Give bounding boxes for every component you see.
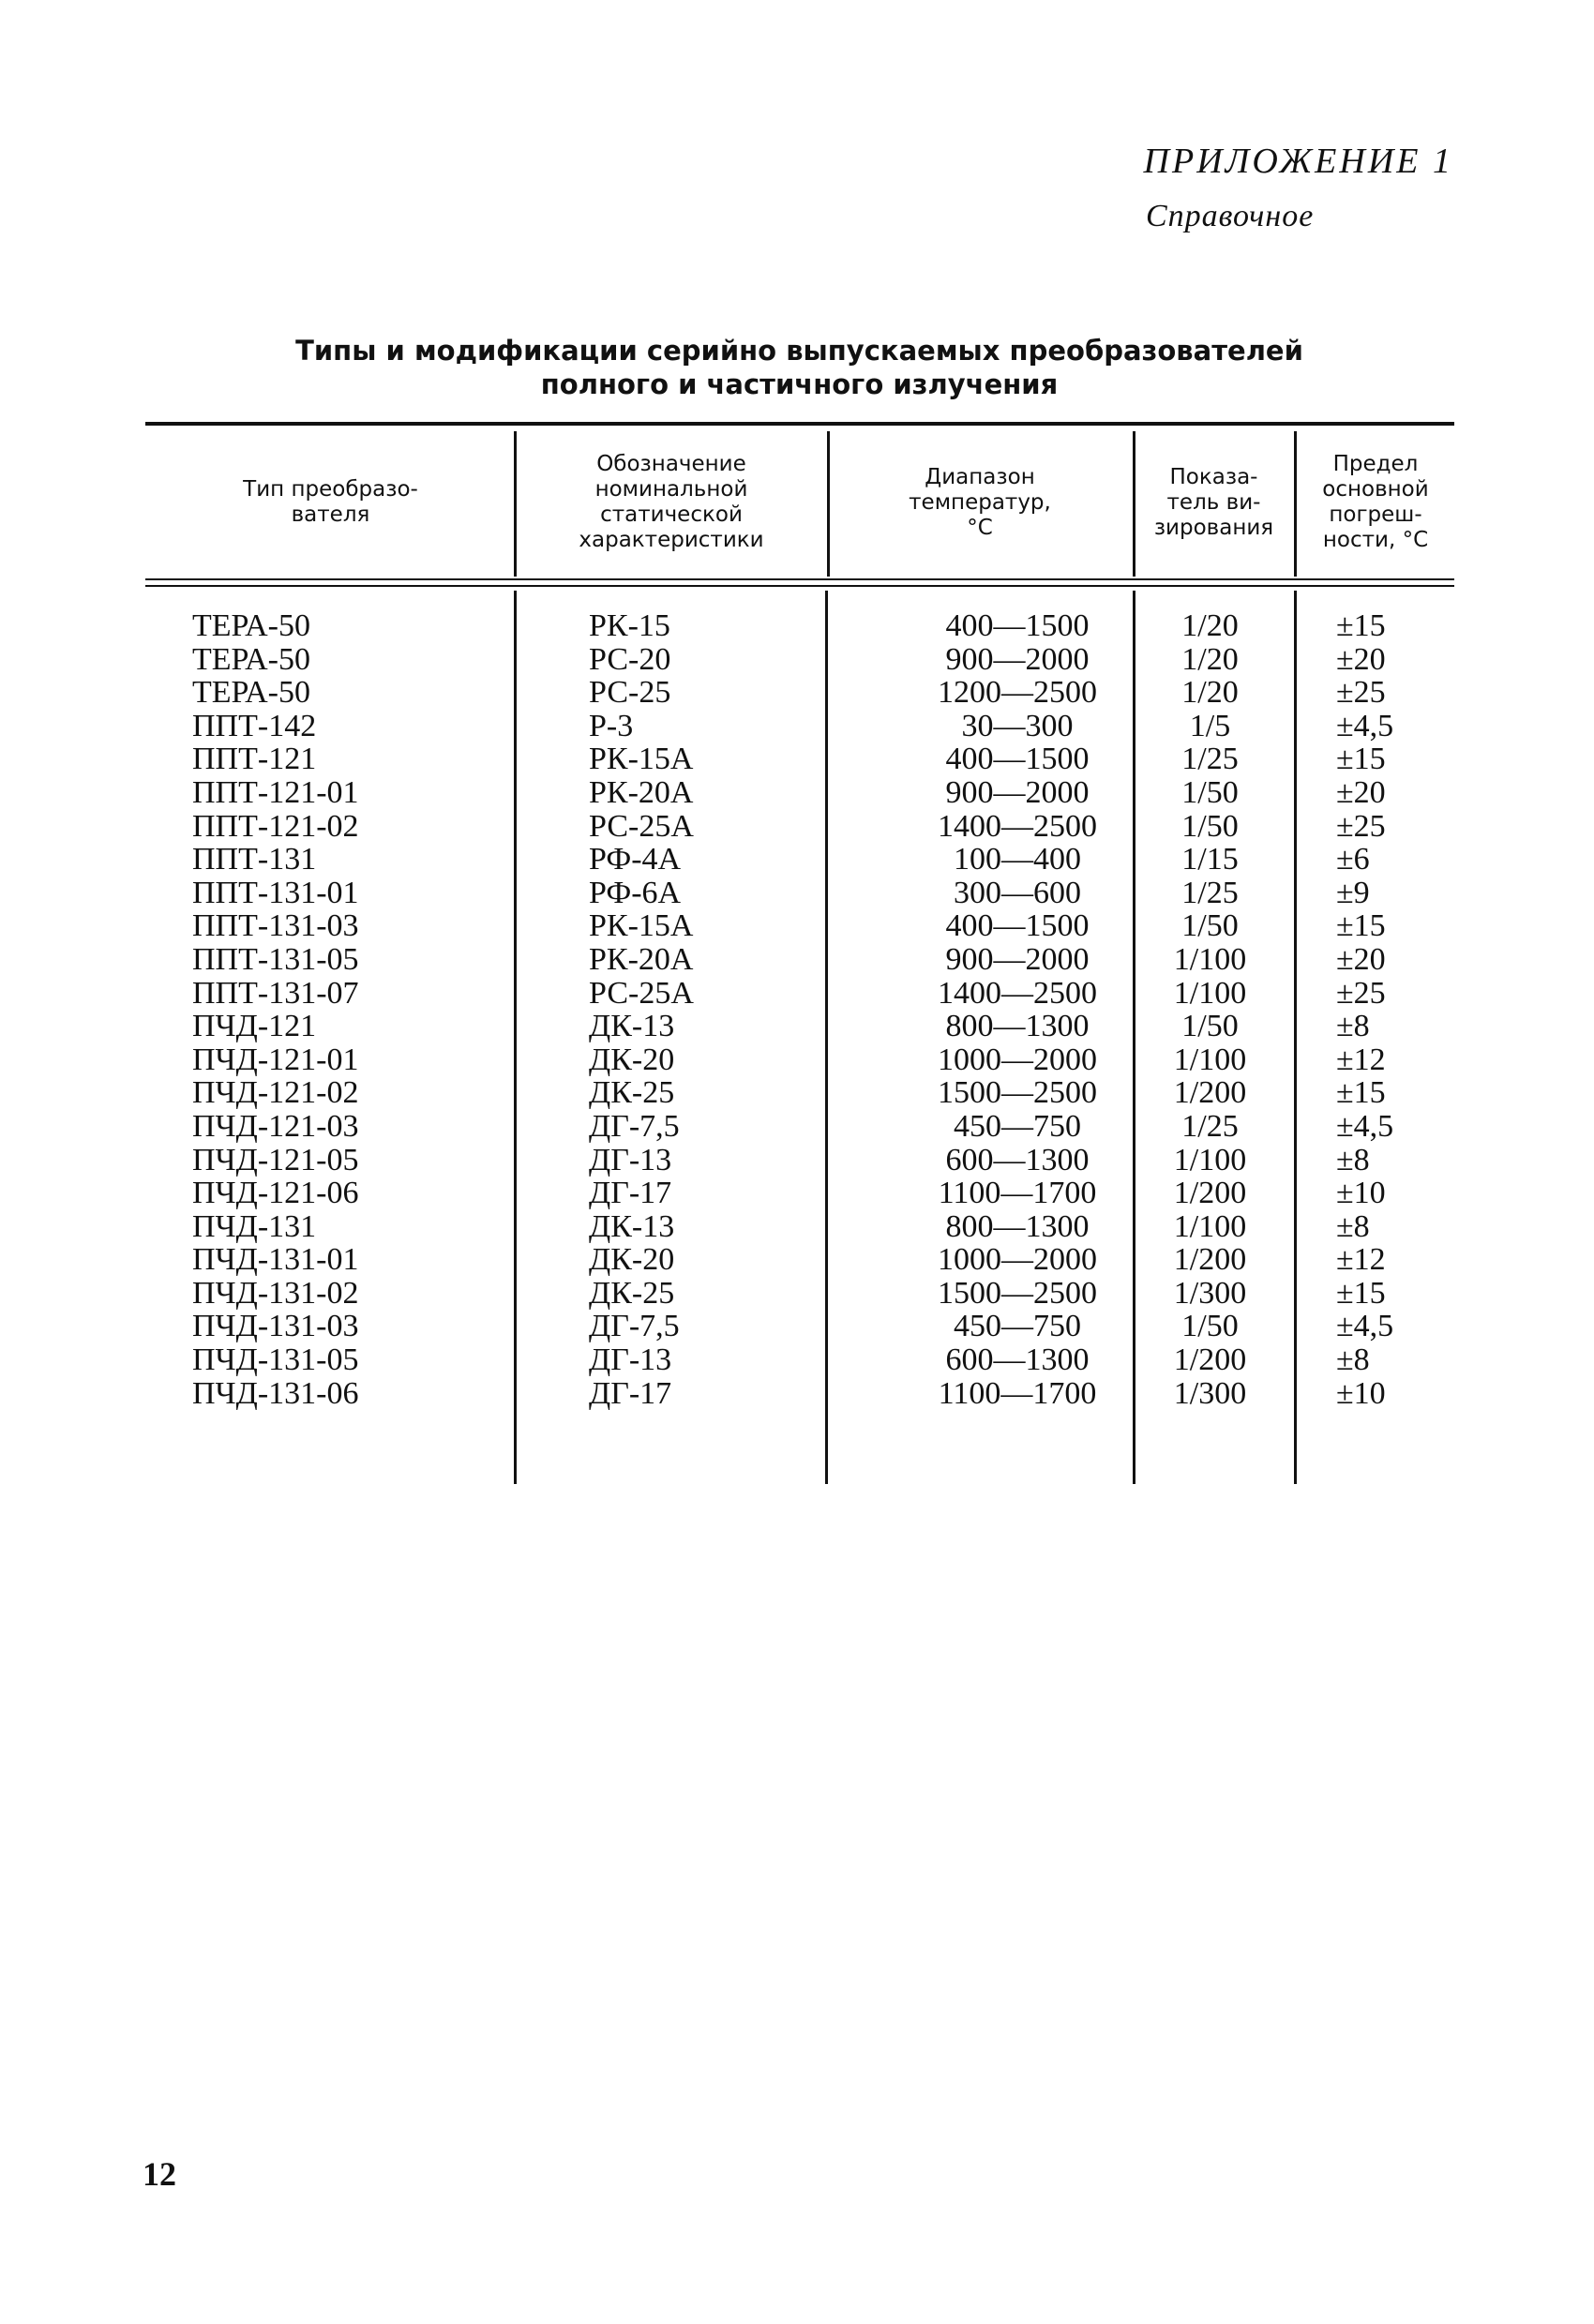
cell-nominal-characteristic: РК-20А [589,941,694,977]
cell-nominal-characteristic: РФ-6А [589,875,682,910]
cell-nominal-characteristic: ДГ-17 [589,1375,672,1411]
cell-converter-type: ППТ-131-07 [192,975,359,1011]
cell-nominal-characteristic: ДК-13 [589,1009,675,1044]
cell-sighting-index: 1/20 [1181,675,1239,711]
cell-sighting-index: 1/300 [1173,1375,1247,1411]
table-row [0,742,1594,776]
appendix-title: ПРИЛОЖЕНИЕ 1 [1143,142,1453,181]
cell-temperature-range: 1400—2500 [938,975,1097,1011]
cell-error-limit: ±15 [1336,608,1386,643]
cell-nominal-characteristic: ДГ-17 [589,1176,672,1211]
cell-converter-type: ПЧД-131-01 [192,1242,359,1278]
cell-sighting-index: 1/50 [1181,908,1239,944]
header-error-limit: Предел основной погреш- ности, °С [1322,452,1429,552]
cell-temperature-range: 300—600 [954,875,1081,910]
table-row [0,1210,1594,1244]
table-row [0,1243,1594,1277]
cell-nominal-characteristic: ДГ-13 [589,1342,672,1378]
cell-temperature-range: 1000—2000 [938,1042,1097,1077]
table-caption [145,334,1453,401]
table-row [0,1310,1594,1343]
cell-sighting-index: 1/15 [1181,842,1239,877]
cell-error-limit: ±4,5 [1336,1309,1394,1344]
cell-temperature-range: 900—2000 [945,641,1090,677]
cell-nominal-characteristic: ДК-25 [589,1275,675,1311]
cell-sighting-index: 1/200 [1173,1342,1247,1378]
cell-sighting-index: 1/200 [1173,1242,1247,1278]
cell-error-limit: ±9 [1336,875,1370,910]
cell-error-limit: ±15 [1336,1075,1386,1111]
table-row [0,943,1594,977]
cell-converter-type: ПЧД-121-06 [192,1176,359,1211]
cell-sighting-index: 1/100 [1173,1142,1247,1177]
table-row [0,1277,1594,1311]
page-number: 12 [143,2155,176,2193]
cell-temperature-range: 800—1300 [945,1009,1090,1044]
cell-converter-type: ППТ-131 [192,842,317,877]
cell-converter-type: ППТ-142 [192,708,317,743]
cell-nominal-characteristic: ДГ-7,5 [589,1309,680,1344]
cell-error-limit: ±8 [1336,1342,1370,1378]
cell-sighting-index: 1/50 [1181,1009,1239,1044]
cell-converter-type: ТЕРА-50 [192,608,310,643]
cell-temperature-range: 450—750 [954,1309,1081,1344]
cell-temperature-range: 1100—1700 [938,1375,1097,1411]
appendix-subtitle: Справочное [1146,199,1315,233]
cell-temperature-range: 600—1300 [945,1142,1090,1177]
cell-error-limit: ±4,5 [1336,708,1394,743]
table-row [0,676,1594,710]
cell-nominal-characteristic: ДК-20 [589,1042,675,1077]
cell-error-limit: ±15 [1336,908,1386,944]
cell-temperature-range: 400—1500 [945,608,1090,643]
cell-nominal-characteristic: РК-15А [589,742,694,777]
table-row [0,1043,1594,1077]
cell-error-limit: ±4,5 [1336,1108,1394,1144]
cell-sighting-index: 1/100 [1173,1208,1247,1244]
table-row [0,1010,1594,1043]
table-top-rule [145,422,1454,426]
table-row [0,877,1594,910]
cell-converter-type: ПЧД-131-05 [192,1342,359,1378]
cell-converter-type: ТЕРА-50 [192,641,310,677]
cell-error-limit: ±6 [1336,842,1370,877]
table-caption-line-2: полного и частичного излучения [540,368,1059,400]
cell-nominal-characteristic: РК-20А [589,774,694,810]
cell-converter-type: ПЧД-131-02 [192,1275,359,1311]
cell-sighting-index: 1/25 [1181,1108,1239,1144]
cell-nominal-characteristic: РС-25А [589,975,694,1011]
cell-nominal-characteristic: ДГ-13 [589,1142,672,1177]
cell-sighting-index: 1/5 [1189,708,1231,743]
cell-error-limit: ±15 [1336,742,1386,777]
cell-temperature-range: 1500—2500 [938,1275,1097,1311]
cell-nominal-characteristic: РК-15 [589,608,670,643]
cell-sighting-index: 1/25 [1181,875,1239,910]
cell-sighting-index: 1/25 [1181,742,1239,777]
cell-error-limit: ±20 [1336,774,1386,810]
header-separator-rule [145,578,1454,580]
cell-error-limit: ±20 [1336,641,1386,677]
table-row [0,710,1594,743]
header-sighting-index: Показа- тель ви- зирования [1153,464,1274,540]
cell-temperature-range: 800—1300 [945,1208,1090,1244]
cell-temperature-range: 400—1500 [945,742,1090,777]
cell-nominal-characteristic: РС-25А [589,808,694,844]
cell-temperature-range: 900—2000 [945,774,1090,810]
cell-error-limit: ±15 [1336,1275,1386,1311]
cell-sighting-index: 1/20 [1181,641,1239,677]
cell-converter-type: ПЧД-121-01 [192,1042,359,1077]
cell-sighting-index: 1/100 [1173,975,1247,1011]
cell-sighting-index: 1/100 [1173,1042,1247,1077]
cell-nominal-characteristic: Р-3 [589,708,634,743]
cell-error-limit: ±25 [1336,675,1386,711]
cell-temperature-range: 900—2000 [945,941,1090,977]
cell-temperature-range: 100—400 [954,842,1081,877]
table-row [0,843,1594,877]
cell-error-limit: ±10 [1336,1375,1386,1411]
header-temperature-range: Диапазон температур, °С [909,464,1051,540]
cell-converter-type: ППТ-121-02 [192,808,359,844]
cell-error-limit: ±8 [1336,1142,1370,1177]
cell-temperature-range: 1500—2500 [938,1075,1097,1111]
cell-converter-type: ППТ-131-05 [192,941,359,977]
table-caption-line-1: Типы и модификации серийно выпускаемых преобразователей [295,335,1303,367]
cell-temperature-range: 1400—2500 [938,808,1097,844]
cell-temperature-range: 30—300 [961,708,1074,743]
cell-error-limit: ±25 [1336,808,1386,844]
table-row [0,609,1594,643]
table-row [0,909,1594,943]
cell-error-limit: ±8 [1336,1208,1370,1244]
cell-sighting-index: 1/50 [1181,774,1239,810]
cell-sighting-index: 1/20 [1181,608,1239,643]
cell-converter-type: ПЧД-121 [192,1009,317,1044]
cell-temperature-range: 1100—1700 [938,1176,1097,1211]
table-row [0,643,1594,677]
cell-temperature-range: 1000—2000 [938,1242,1097,1278]
cell-nominal-characteristic: ДК-20 [589,1242,675,1278]
cell-converter-type: ПЧД-121-03 [192,1108,359,1144]
cell-temperature-range: 400—1500 [945,908,1090,944]
cell-nominal-characteristic: ДК-25 [589,1075,675,1111]
cell-error-limit: ±12 [1336,1042,1386,1077]
cell-nominal-characteristic: РС-25 [589,675,671,711]
cell-error-limit: ±12 [1336,1242,1386,1278]
header-converter-type: Тип преобразо- вателя [243,477,418,527]
cell-nominal-characteristic: ДК-13 [589,1208,675,1244]
cell-sighting-index: 1/300 [1173,1275,1247,1311]
cell-sighting-index: 1/100 [1173,941,1247,977]
cell-error-limit: ±25 [1336,975,1386,1011]
header-nominal-characteristic: Обозначение номинальной статической характеристики [579,452,764,552]
table-row [0,810,1594,844]
table-row [0,1076,1594,1110]
column-divider-header-1 [514,431,517,577]
cell-sighting-index: 1/50 [1181,1309,1239,1344]
header-separator-rule-second [145,585,1454,587]
cell-converter-type: ПЧД-131-03 [192,1309,359,1344]
cell-sighting-index: 1/200 [1173,1176,1247,1211]
table-body [0,609,1594,1410]
cell-converter-type: ППТ-121-01 [192,774,359,810]
table-row [0,1177,1594,1210]
cell-temperature-range: 600—1300 [945,1342,1090,1378]
table-row [0,776,1594,810]
cell-error-limit: ±8 [1336,1009,1370,1044]
cell-error-limit: ±10 [1336,1176,1386,1211]
cell-nominal-characteristic: РФ-4А [589,842,682,877]
cell-error-limit: ±20 [1336,941,1386,977]
table-row [0,977,1594,1011]
cell-sighting-index: 1/200 [1173,1075,1247,1111]
cell-converter-type: ПЧД-131 [192,1208,317,1244]
cell-converter-type: ППТ-131-03 [192,908,359,944]
cell-converter-type: ТЕРА-50 [192,675,310,711]
cell-sighting-index: 1/50 [1181,808,1239,844]
cell-temperature-range: 1200—2500 [938,675,1097,711]
cell-converter-type: ПЧД-121-05 [192,1142,359,1177]
table-row [0,1110,1594,1144]
cell-nominal-characteristic: РК-15А [589,908,694,944]
cell-temperature-range: 450—750 [954,1108,1081,1144]
table-row [0,1144,1594,1177]
table-row [0,1377,1594,1411]
cell-converter-type: ПЧД-121-02 [192,1075,359,1111]
cell-converter-type: ПЧД-131-06 [192,1375,359,1411]
cell-converter-type: ППТ-121 [192,742,317,777]
cell-nominal-characteristic: ДГ-7,5 [589,1108,680,1144]
cell-nominal-characteristic: РС-20 [589,641,671,677]
cell-converter-type: ППТ-131-01 [192,875,359,910]
table-row [0,1343,1594,1377]
